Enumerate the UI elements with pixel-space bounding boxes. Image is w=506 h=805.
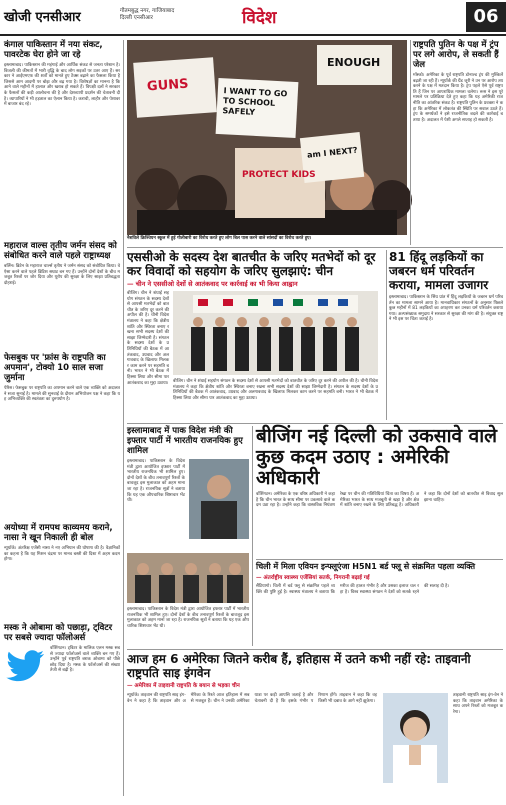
section-title: विदेश	[242, 8, 277, 28]
headline-charles: महाराज वाल्स तृतीय जर्मन संसद को संबोधित करने वाले पहले राष्ट्राध्यक्ष	[4, 241, 117, 261]
tsai-portrait-image	[383, 693, 448, 783]
headline-influenza: चिली में मिला एवियन इन्फ्लूएंजा H5N1 बर्ड फ्लू से संक्रमित पहला व्यक्ति	[256, 562, 476, 571]
ministers-group-image	[173, 291, 378, 375]
story-nasa-body: न्यूयॉर्क। अंतरिक्ष एजेंसी नासा ने नए अभियान की घोषणा की है। वैज्ञानिकों का कहना है कि यह मिशन चंद्रमा पर मानव बस्ती की दिशा में अहम कदम होगा।	[4, 546, 122, 563]
right-column	[413, 40, 503, 245]
headline-iftar: इस्लामाबाद में पाक विदेश मंत्री की इफ्तार पार्टी में भारतीय राजनयिक हुए शामिल	[127, 426, 243, 456]
subhead-influenza: — अंतर्राष्ट्रीय स्वास्थ्य एजेंसियां सतर्क, निगरानी बढ़ाई गई	[256, 575, 370, 581]
headline-taiwan: आज हम 6 अमेरिका जितने करीब हैं, इतिहास में उतने कभी नहीं रहे: ताइवानी राष्ट्रपति साइ इंगवेन	[127, 652, 471, 680]
story-girls-body: इस्लामाबाद। पाकिस्तान के सिंध प्रांत में हिंदू लड़कियों के जबरन धर्म परिवर्तन का मामला सामने आया है। मानवाधिकार संगठनों के अनुसार पिछले कुछ महीनों में 81 लड़कियों का अपहरण कर उनका धर्म परिवर्तन कराया गया। अल्पसंख्यक समुदाय ने सरकार से सुरक्षा की मांग की है। संयुक्त राष्ट्र ने भी इस पर चिंता जताई है।	[389, 295, 505, 323]
twitter-logo	[6, 650, 46, 680]
iftar-group-image	[127, 553, 249, 603]
page-header	[0, 0, 506, 36]
headline-facebook: फेसबुक पर 'फ्रांस के राष्ट्रपति का अपमान', टोक्यो 10 साल सजा जुर्माना	[4, 353, 106, 383]
story-sco-body: बीजिंग। चीन ने शंघाई सहयोग संगठन के सदस्य देशों से आपसी मतभेदों को बातचीत के जरिए दूर करने की अपील की है। चीनी विदेश मंत्रालय ने कहा कि क्षेत्रीय शांति और स्थिरता बनाए रखना सभी सदस्य देशों की साझा जिम्मेदारी है। संगठन के सदस्य देशों के प्रतिनिधियों की बैठक में आतंकवाद, उग्रवाद और अलगाववाद के खिलाफ मिलकर काम करने पर सहमति बनी। भारत ने भी बैठक में हिस्सा लिया और सीमा पार आतंकवाद का मुद्दा उठाया।	[127, 291, 171, 386]
story-beijing-body: वॉशिंगटन। अमेरिका के एक वरिष्ठ अधिकारी ने कहा है कि चीन भारत के साथ सीमा पर उकसावे वाले कदम उठा रहा है। उन्होंने कहा कि वास्तविक नियंत्रण रेखा पर चीन की गतिविधियां चिंता का विषय हैं। अमेरिका भारत के साथ मजबूती से खड़ा है और क्षेत्र में शांति बनाए रखने के लिए प्रतिबद्ध है। अधिकारी ने कहा कि दोनों देशों को बातचीत से विवाद सुलझाना चाहिए।	[256, 492, 503, 509]
tsai-photo	[383, 693, 448, 783]
masthead: खोजी एनसीआर	[4, 10, 81, 25]
story-musk-body: वॉशिंगटन। ट्विटर के मालिक एलन मस्क सबसे ज्यादा फॉलोअर्स वाले व्यक्ति बन गए हैं। उन्होंने पूर्व राष्ट्रपति बराक ओबामा को पीछे छोड़ दिया है। मस्क के फॉलोअर्स की संख्या तेजी से बढ़ी है।	[50, 646, 122, 674]
story-taiwan-body: न्यूयॉर्क। ताइवान की राष्ट्रपति साइ इंग-वेन ने कहा है कि ताइवान और अमेरिका के रिश्ते आज इतिहास में सबसे मजबूत हैं। चीन ने उनकी अमेरिका यात्रा पर कड़ी आपत्ति जताई है और चेतावनी दी है कि इसके गंभीर परिणाम होंगे। ताइवान ने कहा कि वह किसी भी दबाव के आगे नहीं झुकेगा।	[127, 693, 379, 704]
influenza-story	[256, 562, 503, 646]
headline-girls: 81 हिंदू लड़कियों का जबरन धर्म परिवर्तन कराया, मामला उजागर	[389, 250, 489, 292]
headline-musk: मस्क ने ओबामा को पछाड़ा, ट्विटर पर सबसे ज्यादा फॉलोअर्स	[4, 623, 113, 643]
sco-story	[127, 250, 383, 420]
iftar-image	[189, 459, 249, 539]
protest-caption: नैशविले क्रिश्चियन स्कूल में हुई गोलीबारी का विरोध करते हुए लोग बिल पास करने वाले सांसदों का विरोध करते हुए।	[127, 236, 312, 241]
iftar-group-photo	[127, 553, 249, 603]
sign-am-i-next: am I NEXT?	[306, 145, 359, 160]
protest-crowd-image	[127, 40, 407, 235]
story-sco-body-cont: बीजिंग। चीन ने शंघाई सहयोग संगठन के सदस्य देशों से आपसी मतभेदों को बातचीत के जरिए दूर करने की अपील की है। चीनी विदेश मंत्रालय ने कहा कि क्षेत्रीय शांति और स्थिरता बनाए रखना सभी सदस्य देशों की साझा जिम्मेदारी है। संगठन के सदस्य देशों के प्रतिनिधियों की बैठक में आतंकवाद, उग्रवाद और अलगाववाद के खिलाफ मिलकर काम करने पर सहमति बनी। भारत ने भी बैठक में हिस्सा लिया और सीमा पार आतंकवाद का मुद्दा उठाया।	[173, 379, 380, 401]
beijing-story	[256, 426, 503, 556]
headline-trump: राष्ट्रपति पुतिन के पक्ष में ट्रंप पर लगे आरोप, ले सकती हैं जेल	[413, 40, 499, 70]
story-iftar-body: इस्लामाबाद। पाकिस्तान के विदेश मंत्री द्वारा आयोजित इफ्तार पार्टी में भारतीय राजनयिक भी शामिल हुए। दोनों देशों के बीच तनावपूर्ण रिश्तों के बावजूद इस मुलाकात को अहम माना जा रहा है। राजनयिक सूत्रों ने बताया कि यह एक औपचारिक शिष्टाचार भेंट थी।	[127, 459, 187, 504]
sign-guns: GUNS	[146, 76, 189, 95]
story-facebook-body: पेरिस। फेसबुक पर राष्ट्रपति का अपमान करने वाले एक व्यक्ति को अदालत ने सजा सुनाई है। मामले की सुनवाई के दौरान अभियोजन पक्ष ने कहा कि यह अभिव्यक्ति की स्वतंत्रता का दुरुपयोग है।	[4, 386, 122, 403]
subhead-taiwan: — अमेरिका में ताइवानी राष्ट्रपति के बयान से भड़का चीन	[127, 683, 240, 689]
sign-school-safely: I WANT TO GO TO SCHOOL SAFELY	[222, 86, 288, 117]
protest-photo	[127, 40, 407, 235]
sign-enough: ENOUGH	[327, 56, 381, 69]
left-column	[4, 40, 120, 796]
headline-beijing: बीजिंग नई दिल्ली को उकसावे वाले कुछ कदम उठाए : अमेरिकी अधिकारी	[256, 425, 498, 489]
story-influenza-body: सैंटियागो। चिली में बर्ड फ्लू से संक्रमित पहले व्यक्ति की पुष्टि हुई है। स्वास्थ्य मंत्रालय ने बताया कि मरीज की हालत गंभीर है और उसका इलाज चल रहा है। विश्व स्वास्थ्य संगठन ने देशों को सतर्क रहने की सलाह दी है।	[256, 584, 450, 595]
iftar-story	[127, 426, 249, 646]
story-trump-body: मॉस्को। अमेरिका के पूर्व राष्ट्रपति डोनाल्ड ट्रंप की मुश्किलें बढ़ती जा रही हैं। न्यूयॉर्क की ग्रैंड जूरी ने उन पर आरोप तय करने के पक्ष में मतदान किया है। ट्रंप पहले ऐसे पूर्व राष्ट्रपति हैं जिन पर आपराधिक मामला चलेगा। रूस ने इस पूरे मामले पर प्रतिक्रिया देते हुए कहा कि यह अमेरिकी राजनीति का आंतरिक संकट है। राष्ट्रपति पुतिन के प्रवक्ता ने कहा कि अमेरिका में लोकतंत्र की स्थिति पर सवाल उठते हैं। ट्रंप के समर्थकों ने इसे राजनीतिक बदले की कार्रवाई बताया है। अदालत में पेशी अगले सप्ताह हो सकती है।	[413, 73, 505, 123]
story-pakistan-body: इस्लामाबाद। पाकिस्तान की महंगाई और आर्थिक संकट से जनता परेशान है। बिजली की कीमतों में भारी वृद्धि के बाद लोग सड़कों पर उतर आए हैं। सरकार ने आईएमएफ की शर्तों को मानते हुए टैक्स बढ़ाने का फैसला किया है जिससे आम आदमी पर बोझ और बढ़ गया है। विशेषज्ञों का मानना है कि आने वाले महीनों में हालात और खराब हो सकते हैं। विपक्षी दलों ने सरकार के फैसलों की कड़ी आलोचना की है और देशव्यापी प्रदर्शन की चेतावनी दी है। व्यापारियों ने भी हड़ताल का ऐलान किया है। कराची, लाहौर और पेशावर में बाजार बंद रहे।	[4, 63, 122, 108]
taiwan-story	[127, 652, 503, 798]
sco-ministers-photo	[173, 291, 378, 375]
subhead-sco: — चीन ने एससीओ देशों से आतंकवाद पर कार्रवाई का भी किया आह्वान	[127, 280, 298, 288]
headline-nasa: अयोध्या में रामपथ काव्यमय कराने, नासा ने खून निकाली ही बोल	[4, 523, 113, 543]
taiwan-caption: ताइवानी राष्ट्रपति साइ इंग-वेन ने कहा कि ताइवान अमेरिका के साथ अपने रिश्तों को मजबूत करेगा।	[453, 693, 505, 715]
twitter-bird-icon	[6, 650, 46, 680]
headline-pakistan: कंगाल पाकिस्तान में नया संकट, पावरटेक घेरा होने जा रहे	[4, 40, 103, 60]
story-charles-body: बर्लिन। ब्रिटेन के महाराज चार्ल्स तृतीय ने जर्मन संसद को संबोधित किया। वे ऐसा करने वाले पहले ब्रिटिश सम्राट बन गए हैं। उन्होंने दोनों देशों के बीच मजबूत रिश्तों पर जोर दिया और यूरोप की सुरक्षा के लिए साझा प्रतिबद्धता दोहराई।	[4, 264, 122, 286]
sign-protect-kids: PROTECT KIDS	[242, 170, 316, 180]
headline-sco: एससीओ के सदस्य देश बातचीत के जरिए मतभेदों को दूर कर विवादों को सहयोग के जरिए सुलझाएं: चीन	[127, 250, 376, 278]
page-number: 06	[466, 2, 506, 32]
story-iftar-body-cont: इस्लामाबाद। पाकिस्तान के विदेश मंत्री द्वारा आयोजित इफ्तार पार्टी में भारतीय राजनयिक भी शामिल हुए। दोनों देशों के बीच तनावपूर्ण रिश्तों के बावजूद इस मुलाकात को अहम माना जा रहा है। राजनयिक सूत्रों ने बताया कि यह एक औपचारिक शिष्टाचार भेंट थी।	[127, 607, 251, 629]
iftar-photo	[189, 459, 249, 539]
girls-story	[389, 250, 503, 420]
date-line: गौतमबुद्ध नगर, गाजियाबाद दिल्ली एनसीआर	[120, 8, 175, 21]
